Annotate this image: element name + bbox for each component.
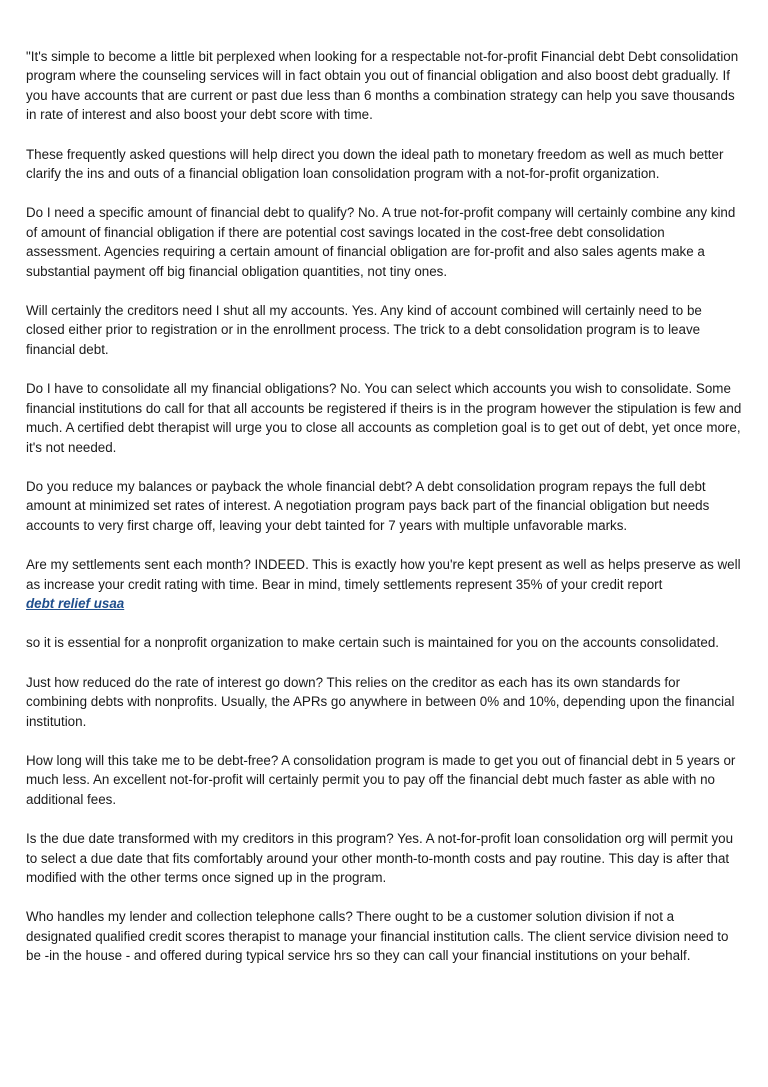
paragraph-due-date: Is the due date transformed with my creditors in this program? Yes. A not-for-profit loan consolidation org will permit you to select a due date that fits comfortably around your other month-to-month costs and pay routine. This day is after that modified with the other terms once signed up in the program. (26, 831, 734, 885)
paragraph-consolidate-all: Do I have to consolidate all my financial obligations? No. You can select which accounts you wish to consolidate. Some financial institutions do call for that all accounts be registered if theirs is in the program however the stipulation is few and much. A certified debt therapist will urge you to close all accounts as completion goal is to get out of debt, yet once more, it's not needed. (26, 381, 742, 455)
paragraph-specific-amount: Do I need a specific amount of financial debt to qualify? No. A true not-for-profit company will certainly combine any kind of amount of financial obligation if there are potential cost savings located in the cost-free debt consolidation assessment. Agencies requiring a certain amount of financial obligation are for-profit and also sales agents make a substantial payment off big financial obligation quantities, not tiny ones. (26, 205, 736, 279)
paragraph-shut-accounts: Will certainly the creditors need I shut all my accounts. Yes. Any kind of account combined will certainly need to be closed either prior to registration or in the enrollment process. The trick to a debt consolidation program is to leave financial debt. (26, 303, 702, 357)
paragraph-reduce-balances: Do you reduce my balances or payback the whole financial debt? A debt consolidation program repays the full debt amount at minimized set rates of interest. A negotiation program pays back part of the financial obligation but needs accounts to very first charge off, leaving your debt tainted for 7 years with multiple unfavorable marks. (26, 478, 710, 533)
paragraph-collection-calls: Who handles my lender and collection telephone calls? There ought to be a customer solution division if not a designated qualified credit scores therapist to manage your financial institution calls. The client service division need to be -in the house - and offered during typical service hrs so they can call your financial institutions on your behalf. (26, 909, 729, 964)
paragraph-settlements-text: Are my settlements sent each month? INDEED. This is exactly how you're kept present as well as helps preserve as well as increase your credit rating with time. Bear in mind, timely settlements represent 35% of your credit report (26, 557, 741, 592)
paragraph-intro: "It's simple to become a little bit perplexed when looking for a respectable not-for-profit Financial debt Debt consolidation program where the counseling services will in fact obtain you out of financial obligation and also boost debt gradually. If you have accounts that are current or past due less than 6 months a combination strategy can help you save thousands in rate of interest and also boost your debt score with time. (26, 49, 739, 123)
paragraph-nonprofit-maintained: so it is essential for a nonprofit organization to make certain such is maintained for you on the accounts consolidated. (26, 635, 719, 651)
paragraph-interest-rates: Just how reduced do the rate of interest go down? This relies on the creditor as each has its own standards for combining debts with nonprofits. Usually, the APRs go anywhere in between 0% and 10%, depending upon the financial institution. (26, 674, 735, 729)
paragraph-debt-free-duration: How long will this take me to be debt-free? A consolidation program is made to get you out of financial debt in 5 years or much less. An excellent not-for-profit will certainly permit you to pay off the financial debt much faster as able with no additional fees. (26, 752, 736, 807)
paragraph-settlements (26, 555, 742, 613)
paragraph-faq-intro: These frequently asked questions will help direct you down the ideal path to monetary freedom as well as much better clarify the ins and outs of a financial obligation loan consolidation program with a not-for-profit organization. (26, 146, 724, 182)
debt-relief-link[interactable]: debt relief usaa (26, 595, 125, 611)
document-page (26, 47, 742, 986)
